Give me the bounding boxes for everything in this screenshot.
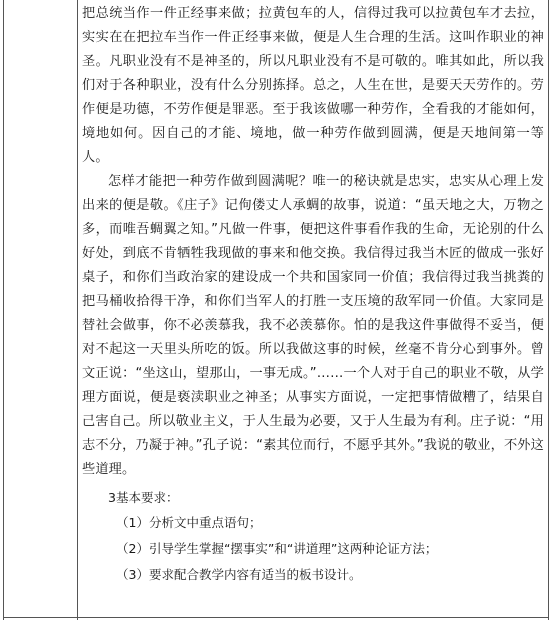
table-border-left [3, 0, 4, 620]
requirement-item-2: （2）引导学生掌握“摆事实”和“讲道理”这两种论证方法； [116, 541, 438, 556]
requirement-item-1: （1）分析文中重点语句； [116, 515, 262, 530]
requirements-heading: 3基本要求： [108, 490, 179, 505]
table-content-cell [82, 2, 544, 588]
requirement-item-3: （3）要求配合教学内容有适当的板书设计。 [116, 567, 362, 582]
essay-paragraph-2: 怎样才能把一种劳作做到圆满呢？唯一的秘诀就是忠实，忠实从心理上发出来的便是敬。《庄子》记佝偻丈人承蜩的故事，说道：“虽天地之大，万物之多，而唯吾蜩翼之知。”凡做一件事，便把这件事看作我的生命，无论别的什么好处，到底不肯牺牲我现做的事来和他交换。我信得过我当木匠的做成一张好桌子，和你们当政治家的建设成一个共和国家同一价值；我信得过我当挑粪的把马桶收拾得干净，和你们当军人的打胜一支压境的敌军同一价值。大家同是替社会做事，你不必羡慕我，我不必羡慕你。怕的是我这件事做得不妥当，便对不起这一天里头所吃的饭。所以我做这事的时候，丝毫不肯分心到事外。曾文正说：“坐这山，望那山，一事无成。”……一个人对于自己的职业不敬，从学理方面说，便是亵渎职业之神圣；从事实方面说，一定把事情做糟了，结果自己害自己。所以敬业主义，于人生最为必要，又于人生最为有利。庄子说：“用志不分，乃凝于神。”孔子说：“素其位而行，不愿乎其外。”我说的敬业，不外这些道理。 [82, 174, 544, 477]
table-border-bottom [3, 617, 549, 618]
essay-paragraph-1: 把总统当作一件正经事来做；拉黄包车的人，信得过我可以拉黄包车才去拉，实实在在把拉车当作一件正经事来做，便是人生合理的生活。这叫作职业的神圣。凡职业没有不是神圣的，所以凡职业没有不是可敬的。唯其如此，所以我们对于各种职业，没有什么分别拣择。总之，人生在世，是要天天劳作的。劳作便是功德，不劳作便是罪恶。至于我该做哪一种劳作，全看我的才能如何，境地如何。因自己的才能、境地，做一种劳作做到圆满，便是天地间第一等人。 [82, 6, 544, 165]
table-border-right [548, 0, 549, 620]
table-column-divider [77, 0, 78, 620]
